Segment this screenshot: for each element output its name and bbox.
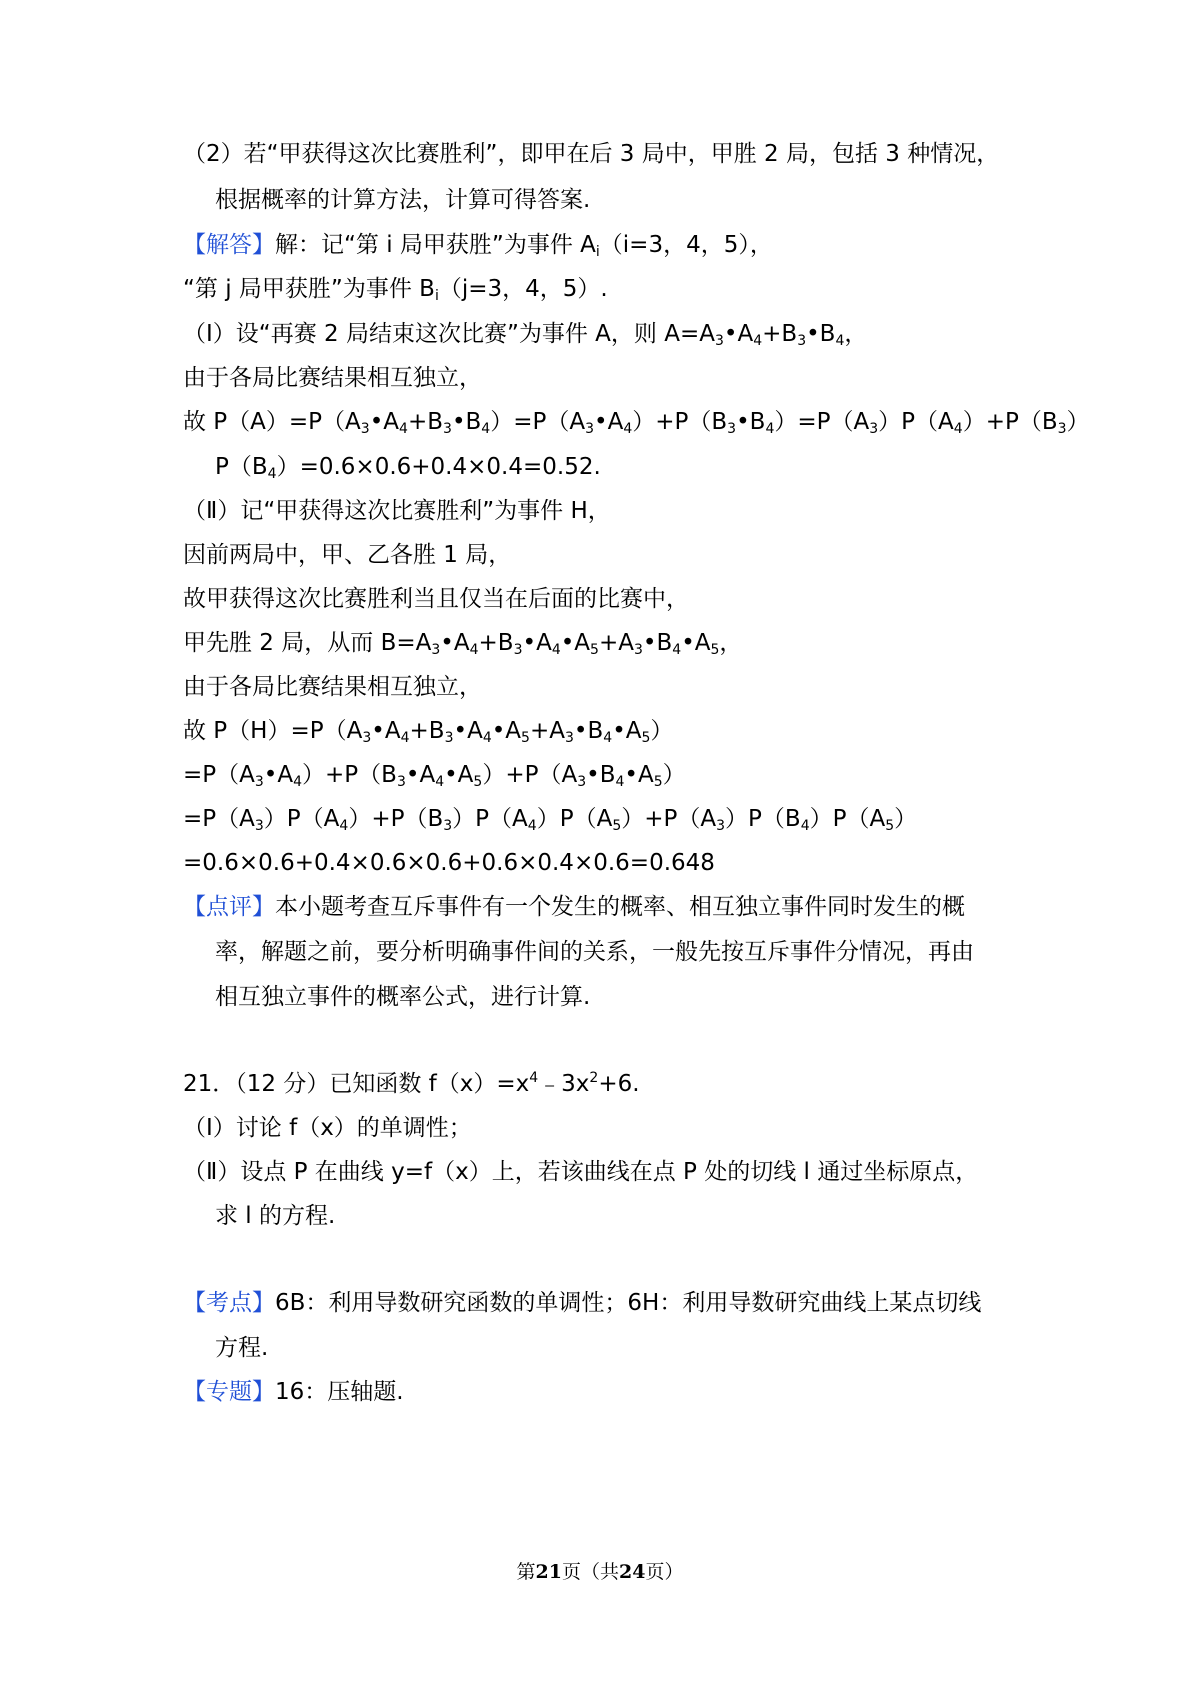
formula-line: $=P(A_3)P(A_4)+P(B_3)P(A_4)P(A_5)+P(A_3)P(B_4)P(A_5)$ bbox=[183, 806, 918, 834]
page-number: 21 bbox=[535, 1561, 562, 1583]
keypoint-line: 【考点】6B：利用导数研究函数的单调性；6H：利用导数研究曲线上某点切线 bbox=[183, 1290, 982, 1316]
topic-line: 【专题】16：压轴题. bbox=[183, 1379, 404, 1405]
text-line: （2）若“甲获得这次比赛胜利”，即甲在后 3 局中，甲胜 2 局，包括 3 种情况， bbox=[183, 141, 1000, 167]
problem-title: 21．（12 分）已知函数 $f(x)=x^4﹣3x^2+6$. bbox=[183, 1070, 640, 1097]
text-line: 率，解题之前，要分析明确事件间的关系，一般先按互斥事件分情况，再由 bbox=[215, 939, 974, 965]
topic-tag: 【专题】 bbox=[183, 1379, 275, 1405]
text-line: （Ⅱ）设点 P 在曲线 y=f（x）上，若该曲线在点 P 处的切线 l 通过坐标原点， bbox=[183, 1159, 979, 1185]
formula-line: 故 $P(A)=P(A_3•A_4+B_3•B_4)=P(A_3•A_4)+P(B_3•B_4)=P(A_3)P(A_4)+P(B_3)$ bbox=[183, 409, 1090, 437]
page-footer: 第21页（共24页） bbox=[516, 1561, 684, 1583]
total-pages: 24 bbox=[619, 1561, 646, 1583]
text-line: 方程. bbox=[215, 1335, 269, 1361]
text-line: 求 l 的方程. bbox=[215, 1203, 336, 1229]
text-line: 由于各局比赛结果相互独立， bbox=[183, 365, 482, 391]
text-line: （Ⅰ）设“再赛 2 局结束这次比赛”为事件 A，则 $A=A_3•A_4+B_3•B_4$， bbox=[183, 321, 868, 349]
text-line: “第 j 局甲获胜”为事件 $B_i(j=3$，4，5）. bbox=[183, 276, 608, 304]
text-line: 由于各局比赛结果相互独立， bbox=[183, 674, 482, 700]
solution-line: 【解答】解：记“第 i 局甲获胜”为事件 $A_i(i=3$，4，5）， bbox=[183, 232, 773, 260]
formula-line: 故 $P(H)=P(A_3•A_4+B_3•A_4•A_5+A_3•B_4•A_5)$ bbox=[183, 718, 674, 746]
comment-line: 【点评】本小题考查互斥事件有一个发生的概率、相互独立事件同时发生的概 bbox=[183, 894, 965, 920]
text-line: 因前两局中，甲、乙各胜 1 局， bbox=[183, 542, 512, 568]
text-line: （Ⅰ）讨论 f（x）的单调性； bbox=[183, 1115, 472, 1141]
comment-tag: 【点评】 bbox=[183, 894, 275, 920]
text-line: 故甲获得这次比赛胜利当且仅当在后面的比赛中， bbox=[183, 586, 689, 612]
formula-line: $=P(A_3•A_4)+P(B_3•A_4•A_5)+P(A_3•B_4•A_5)$ bbox=[183, 762, 686, 790]
formula-line: 甲先胜 2 局，从而 $B=A_3•A_4+B_3•A_4•A_5+A_3•B_4•A_5$， bbox=[183, 630, 743, 658]
formula-line: =0.6×0.6+0.4×0.6×0.6+0.6×0.4×0.6=0.648 bbox=[183, 850, 715, 876]
keypoint-tag: 【考点】 bbox=[183, 1290, 275, 1316]
formula-line: $P(B_4)=0.6\times 0.6+0.4\times 0.4=0.52$. bbox=[215, 454, 601, 482]
text-line: 根据概率的计算方法，计算可得答案. bbox=[215, 187, 591, 213]
solution-tag: 【解答】 bbox=[183, 232, 275, 258]
text-line: 相互独立事件的概率公式，进行计算. bbox=[215, 984, 591, 1010]
text-line: （Ⅱ）记“甲获得这次比赛胜利”为事件 H， bbox=[183, 498, 611, 524]
